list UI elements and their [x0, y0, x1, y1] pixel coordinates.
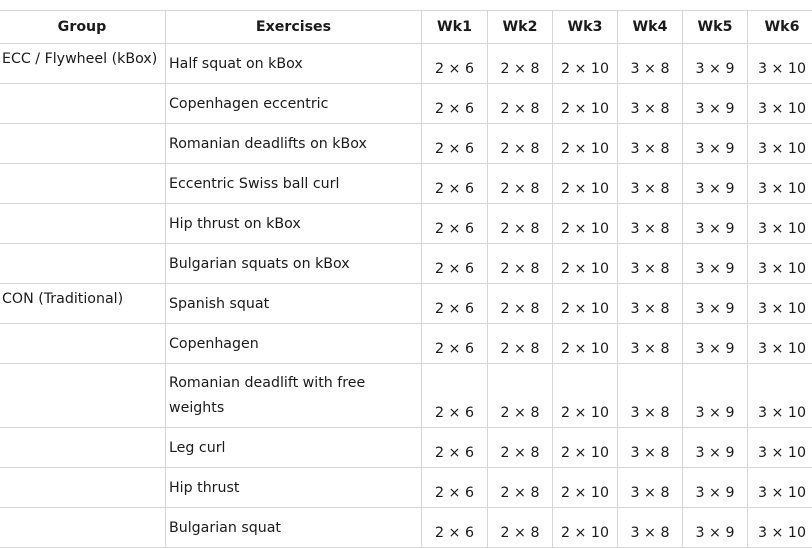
group-cell: [0, 84, 166, 124]
group-cell: ECC / Flywheel (kBox): [0, 44, 166, 84]
exercise-cell: Romanian deadlifts on kBox: [166, 124, 422, 164]
wk2-cell: 2 × 8: [488, 428, 553, 468]
wk5-cell: 3 × 9: [683, 124, 748, 164]
wk2-cell: 2 × 8: [488, 84, 553, 124]
wk3-cell: 2 × 10: [553, 44, 618, 84]
header-wk4: Wk4: [618, 11, 683, 44]
header-wk5: Wk5: [683, 11, 748, 44]
group-cell: CON (Traditional): [0, 284, 166, 324]
header-group: Group: [0, 11, 166, 44]
table-row: [0, 124, 812, 164]
wk4-cell: 3 × 8: [618, 324, 683, 364]
exercise-cell: Copenhagen eccentric: [166, 84, 422, 124]
table-row: [0, 244, 812, 284]
wk4-cell: 3 × 8: [618, 44, 683, 84]
wk6-cell: 3 × 10: [748, 204, 812, 244]
header-wk1: Wk1: [422, 11, 488, 44]
exercise-cell: Romanian deadlift with free weights: [166, 364, 422, 428]
wk3-cell: 2 × 10: [553, 244, 618, 284]
wk6-cell: 3 × 10: [748, 324, 812, 364]
wk3-cell: 2 × 10: [553, 284, 618, 324]
header-exercises: Exercises: [166, 11, 422, 44]
wk2-cell: 2 × 8: [488, 44, 553, 84]
wk6-cell: 3 × 10: [748, 428, 812, 468]
group-cell: [0, 364, 166, 428]
wk1-cell: 2 × 6: [422, 364, 488, 428]
exercise-cell: Hip thrust: [166, 468, 422, 508]
exercise-cell: Copenhagen: [166, 324, 422, 364]
wk1-cell: 2 × 6: [422, 84, 488, 124]
group-cell: [0, 324, 166, 364]
wk6-cell: 3 × 10: [748, 468, 812, 508]
header-wk3: Wk3: [553, 11, 618, 44]
wk1-cell: 2 × 6: [422, 508, 488, 548]
wk3-cell: 2 × 10: [553, 124, 618, 164]
wk5-cell: 3 × 9: [683, 244, 748, 284]
table-row: [0, 284, 812, 324]
header-wk2: Wk2: [488, 11, 553, 44]
wk4-cell: 3 × 8: [618, 244, 683, 284]
wk5-cell: 3 × 9: [683, 428, 748, 468]
wk4-cell: 3 × 8: [618, 508, 683, 548]
table-row: [0, 84, 812, 124]
wk2-cell: 2 × 8: [488, 364, 553, 428]
wk6-cell: 3 × 10: [748, 284, 812, 324]
wk3-cell: 2 × 10: [553, 428, 618, 468]
group-cell: [0, 244, 166, 284]
wk3-cell: 2 × 10: [553, 364, 618, 428]
wk2-cell: 2 × 8: [488, 468, 553, 508]
header-wk6: Wk6: [748, 11, 812, 44]
wk4-cell: 3 × 8: [618, 124, 683, 164]
wk6-cell: 3 × 10: [748, 84, 812, 124]
exercise-cell: Bulgarian squats on kBox: [166, 244, 422, 284]
wk1-cell: 2 × 6: [422, 284, 488, 324]
table-row: [0, 364, 812, 428]
wk1-cell: 2 × 6: [422, 124, 488, 164]
wk3-cell: 2 × 10: [553, 468, 618, 508]
wk2-cell: 2 × 8: [488, 244, 553, 284]
group-cell: [0, 468, 166, 508]
group-cell: [0, 204, 166, 244]
wk5-cell: 3 × 9: [683, 164, 748, 204]
group-cell: [0, 124, 166, 164]
wk3-cell: 2 × 10: [553, 204, 618, 244]
wk4-cell: 3 × 8: [618, 468, 683, 508]
exercise-cell: Eccentric Swiss ball curl: [166, 164, 422, 204]
wk4-cell: 3 × 8: [618, 364, 683, 428]
wk5-cell: 3 × 9: [683, 364, 748, 428]
wk2-cell: 2 × 8: [488, 508, 553, 548]
exercise-cell: Hip thrust on kBox: [166, 204, 422, 244]
wk2-cell: 2 × 8: [488, 204, 553, 244]
wk4-cell: 3 × 8: [618, 284, 683, 324]
wk5-cell: 3 × 9: [683, 324, 748, 364]
table-row: [0, 468, 812, 508]
wk6-cell: 3 × 10: [748, 124, 812, 164]
wk2-cell: 2 × 8: [488, 124, 553, 164]
table-row: [0, 164, 812, 204]
wk6-cell: 3 × 10: [748, 364, 812, 428]
wk2-cell: 2 × 8: [488, 284, 553, 324]
table-row: [0, 508, 812, 548]
wk6-cell: 3 × 10: [748, 244, 812, 284]
wk3-cell: 2 × 10: [553, 164, 618, 204]
wk1-cell: 2 × 6: [422, 244, 488, 284]
exercise-cell: Spanish squat: [166, 284, 422, 324]
exercise-cell: Half squat on kBox: [166, 44, 422, 84]
wk1-cell: 2 × 6: [422, 468, 488, 508]
wk3-cell: 2 × 10: [553, 324, 618, 364]
wk1-cell: 2 × 6: [422, 324, 488, 364]
wk6-cell: 3 × 10: [748, 508, 812, 548]
wk1-cell: 2 × 6: [422, 44, 488, 84]
wk5-cell: 3 × 9: [683, 44, 748, 84]
wk3-cell: 2 × 10: [553, 84, 618, 124]
group-cell: [0, 508, 166, 548]
table-row: [0, 204, 812, 244]
wk2-cell: 2 × 8: [488, 164, 553, 204]
wk1-cell: 2 × 6: [422, 164, 488, 204]
wk5-cell: 3 × 9: [683, 204, 748, 244]
exercise-cell: Bulgarian squat: [166, 508, 422, 548]
wk5-cell: 3 × 9: [683, 84, 748, 124]
table-row: [0, 324, 812, 364]
exercise-table: [0, 10, 812, 548]
wk4-cell: 3 × 8: [618, 428, 683, 468]
wk3-cell: 2 × 10: [553, 508, 618, 548]
wk5-cell: 3 × 9: [683, 508, 748, 548]
wk6-cell: 3 × 10: [748, 164, 812, 204]
wk4-cell: 3 × 8: [618, 164, 683, 204]
wk4-cell: 3 × 8: [618, 204, 683, 244]
group-cell: [0, 164, 166, 204]
group-cell: [0, 428, 166, 468]
wk5-cell: 3 × 9: [683, 468, 748, 508]
wk5-cell: 3 × 9: [683, 284, 748, 324]
table-row: [0, 44, 812, 84]
wk6-cell: 3 × 10: [748, 44, 812, 84]
wk1-cell: 2 × 6: [422, 428, 488, 468]
wk2-cell: 2 × 8: [488, 324, 553, 364]
header-row: [0, 11, 812, 44]
exercise-cell: Leg curl: [166, 428, 422, 468]
wk4-cell: 3 × 8: [618, 84, 683, 124]
table-row: [0, 428, 812, 468]
wk1-cell: 2 × 6: [422, 204, 488, 244]
